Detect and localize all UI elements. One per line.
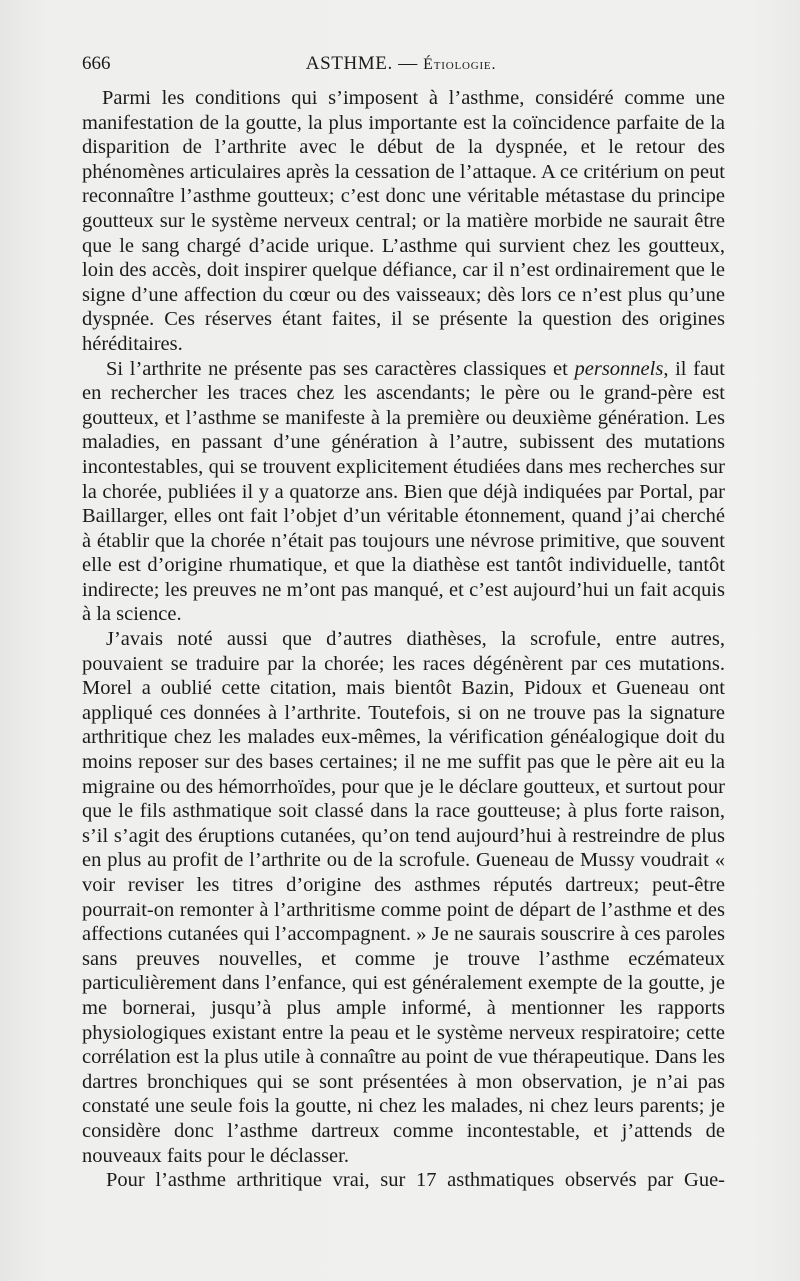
- page-number: 666: [82, 53, 111, 74]
- paragraph-text: Si l’arthrite ne présente pas ses caractères classiques et: [106, 357, 575, 380]
- running-title: [82, 52, 720, 77]
- paragraph-continued: Pour l’asthme arthritique vrai, sur 17 asthmatiques observés par Gue-: [106, 1169, 725, 1192]
- running-head: [82, 52, 720, 76]
- chapter-title: ASTHME.: [305, 53, 393, 74]
- paragraph: J’avais noté aussi que d’autres diathèses, la scrofule, entre autres, pouvaient se traduire par la chorée; les races dégénèrent par ces mutations. Morel a oublié cette citation, mais bientôt Bazin, Pidoux et Gueneau ont appliqué ces données à l’arthrite. Toutefois, si on ne trouve pas la signature arthritique chez les malades eux-mêmes, la vérification généalogique doit du moins reposer sur des bases certaines; il ne me suffit pas que le père ait eu la migraine ou des hémorrhoïdes, pour que je le déclare goutteux, et surtout pour que le fils asthmatique soit classé dans la race goutteuse; à plus forte raison, s’il s’agit des éruptions cutanées, qu’on tend aujourd’hui à restreindre de plus en plus au profit de l’arthrite ou de la scrofule. Gueneau de Mussy voudrait « voir reviser les titres d’origine des asthmes réputés dartreux; peut-être pourrait-on remonter à l’arthritisme comme point de départ de l’asthme et des affections cutanées qui l’accompagnent. » Je ne saurais souscrire à ces paroles sans preuves nouvelles, et comme je trouve l’asthme eczémateux particulièrement dans l’enfance, qui est généralement exempte de la goutte, je me bornerai, jusqu’à plus ample informé, à mentionner les rapports physiologiques existant entre la peau et le système nerveux respiratoire; cette corrélation est la plus utile à connaître au point de vue thérapeutique. Dans les dartres bronchiques qui se sont présentées à mon observation, je n’ai pas constaté une seule fois la goutte, ni chez les malades, ni chez leurs parents; je considère donc l’asthme dartreux comme incontestable, et j’attends de nouveaux faits pour le déclasser.: [82, 628, 725, 1167]
- paragraph: [82, 357, 725, 628]
- paragraph: Parmi les conditions qui s’imposent à l’asthme, considéré comme une manifestation de la goutte, la plus importante est la coïncidence parfaite de la disparition de l’arthrite avec le début de la dyspnée, et le retour des phénomènes articulaires après la cessation de l’attaque. A ce critérium on peut reconnaître l’asthme goutteux; c’est donc une véritable métastase du principe goutteux sur le système nerveux central; or la matière morbide ne saurait être que le sang chargé d’acide urique. L’asthme qui survient chez les goutteux, loin des accès, doit inspirer quelque défiance, car il n’est ordinairement que le signe d’une affection du cœur ou des vaisseaux; dès lors ce n’est plus qu’une dyspnée. Ces réserves étant faites, il se présente la question des origines héréditaires.: [82, 87, 725, 355]
- emphasized-word: personnels: [574, 357, 664, 380]
- paragraph-text: , il faut en rechercher les traces chez les ascendants; le père ou le grand-père est goutteux, et l’asthme se manifeste à la première ou deuxième génération. Les maladies, en passant d’une génération à l’autre, subissent des mutations incontestables, qui se trouvent explicitement étudiées dans mes recherches sur la chorée, publiées il y a quatorze ans. Bien que déjà indiquées par Portal, par Baillarger, elles ont fait l’objet d’un véritable étonnement, quand j’ai cherché à établir que la chorée n’était pas toujours une névrose primitive, que souvent elle est d’origine rhumatique, et que la diathèse est tantôt individuelle, tantôt indirecte; les preuves ne m’ont pas manqué, et c’est aujourd’hui un fait acquis à la science.: [82, 357, 726, 626]
- body-text: [82, 86, 725, 1193]
- section-subtitle: Étiologie.: [423, 56, 497, 73]
- title-separator: —: [398, 53, 418, 74]
